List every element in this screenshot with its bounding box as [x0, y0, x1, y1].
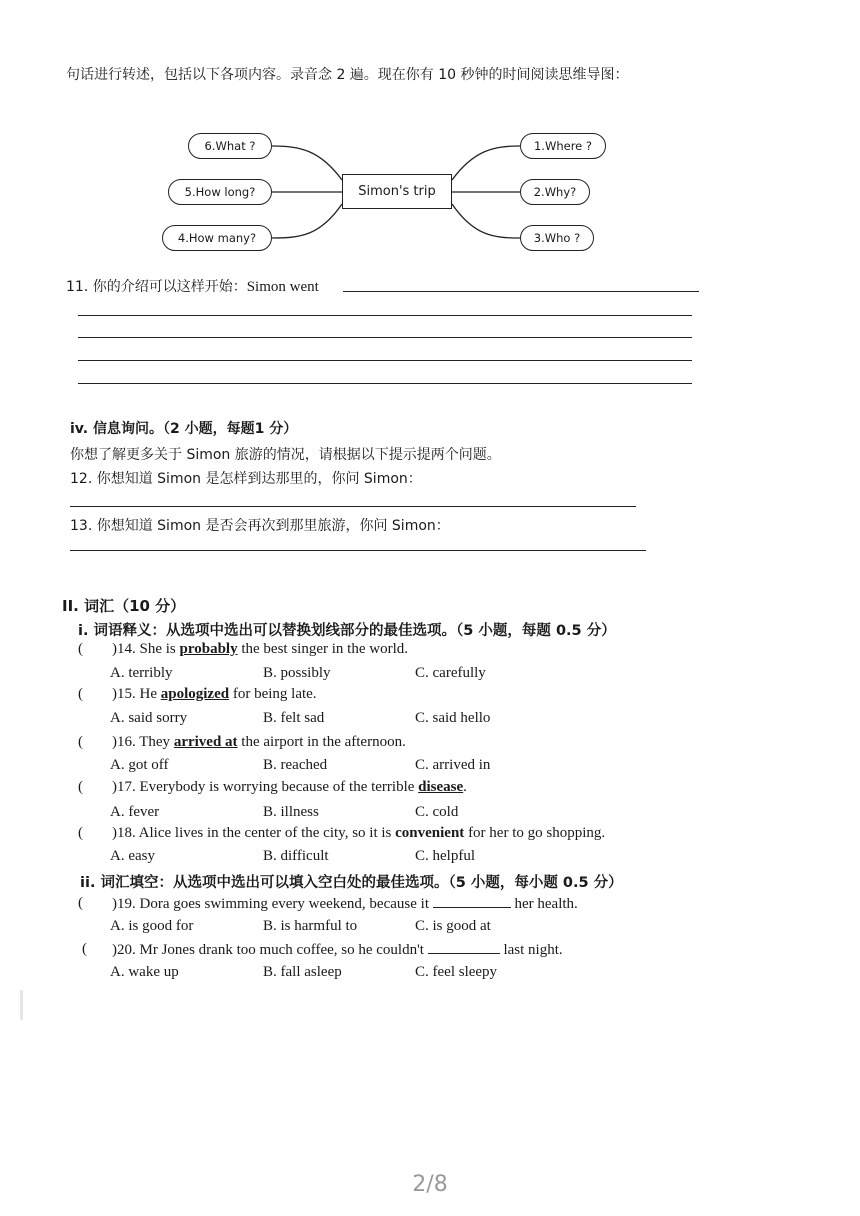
answer-paren[interactable]: ( [82, 941, 87, 957]
underlined-word: apologized [160, 686, 230, 702]
question-number: )20. [112, 942, 136, 958]
mindmap-node-where: 1.Where ? [520, 133, 606, 159]
mindmap-node-how-long: 5.How long? [168, 179, 272, 205]
page-number: 2/8 [412, 1172, 448, 1197]
question-15 [112, 686, 317, 703]
question-number: )15. [112, 686, 136, 702]
answer-line[interactable] [78, 360, 692, 361]
question-text: Dora goes swimming every weekend, because it [135, 896, 433, 912]
option-c: C. arrived in [415, 757, 491, 773]
question-text: She is [135, 641, 180, 657]
question-text: her health. [510, 896, 578, 912]
option-c: C. is good at [415, 918, 491, 934]
answer-line[interactable] [78, 315, 692, 316]
answer-line[interactable] [70, 550, 646, 551]
option-b: B. is harmful to [263, 918, 358, 934]
underlined-word: disease [418, 779, 464, 795]
answer-line[interactable] [343, 291, 699, 292]
mindmap-center-node: Simon's trip [342, 174, 452, 209]
question-19 [112, 895, 578, 913]
section-II-part-ii-heading: ii. 词汇填空：从选项中选出可以填入空白处的最佳选项。（5 小题，每小题 0.5 分） [80, 875, 623, 891]
question-text: last night. [499, 942, 563, 958]
question-text: the best singer in the world. [237, 641, 408, 657]
mindmap-node-how-many: 4.How many? [162, 225, 272, 251]
question-text: Mr Jones drank too much coffee, so he couldn't [135, 942, 428, 958]
answer-line[interactable] [70, 506, 636, 507]
question-12: 12. 你想知道 Simon 是怎样到达那里的，你问 Simon： [70, 471, 422, 487]
mindmap-node-what: 6.What ? [188, 133, 272, 159]
question-text: for her to go shopping. [464, 825, 606, 841]
question-17 [112, 779, 467, 796]
question-number: )17. [112, 779, 136, 795]
question-18 [112, 825, 605, 842]
question-16 [112, 734, 406, 751]
underlined-word: arrived at [173, 734, 238, 750]
question-text: They [135, 734, 174, 750]
question-20 [112, 941, 563, 959]
answer-line[interactable] [78, 383, 692, 384]
question-number: )16. [112, 734, 136, 750]
answer-paren[interactable]: ( [78, 779, 83, 795]
question-text: He [135, 686, 161, 702]
bold-word: convenient [395, 825, 465, 841]
question-text: Alice lives in the center of the city, so it is [135, 825, 396, 841]
fill-blank[interactable] [428, 941, 500, 954]
option-b: B. illness [263, 804, 319, 820]
question-number: )14. [112, 641, 136, 657]
option-a: A. is good for [110, 918, 194, 934]
section-II-heading: II. 词汇（10 分） [62, 597, 186, 615]
answer-paren[interactable]: ( [78, 825, 83, 841]
option-a: A. fever [110, 804, 160, 820]
option-c: C. cold [415, 804, 459, 820]
option-b: B. fall asleep [263, 964, 342, 980]
question-number: )19. [112, 896, 136, 912]
answer-paren[interactable]: ( [78, 734, 83, 750]
option-b: B. felt sad [263, 710, 325, 726]
mindmap-node-why: 2.Why? [520, 179, 590, 205]
question-14 [112, 641, 408, 658]
option-a: A. got off [110, 757, 169, 773]
question-11-prefix: 11. 你的介绍可以这样开始： [66, 279, 247, 295]
option-c: C. helpful [415, 848, 475, 864]
fill-blank[interactable] [433, 895, 511, 908]
section-II-part-i-heading: i. 词语释义：从选项中选出可以替换划线部分的最佳选项。（5 小题，每题 0.5 分） [78, 623, 616, 639]
section-iv-heading: iv. 信息询问。（2 小题，每题1 分） [70, 421, 298, 437]
answer-paren[interactable]: ( [78, 686, 83, 702]
intro-instruction: 句话进行转述，包括以下各项内容。录音念 2 遍。现在你有 10 秒钟的时间阅读思维导图： [66, 67, 629, 83]
option-c: C. carefully [415, 665, 486, 681]
option-b: B. difficult [263, 848, 329, 864]
option-b: B. possibly [263, 665, 331, 681]
underlined-word: probably [179, 641, 238, 657]
scan-edge-mark [20, 990, 23, 1020]
question-number: )18. [112, 825, 136, 841]
answer-line[interactable] [78, 337, 692, 338]
question-text: the airport in the afternoon. [237, 734, 406, 750]
mindmap-node-who: 3.Who ? [520, 225, 594, 251]
option-a: A. easy [110, 848, 155, 864]
question-text: for being late. [229, 686, 317, 702]
question-text: . [463, 779, 467, 795]
option-c: C. said hello [415, 710, 491, 726]
option-a: A. terribly [110, 665, 173, 681]
option-a: A. said sorry [110, 710, 188, 726]
section-iv-instruction: 你想了解更多关于 Simon 旅游的情况，请根据以下提示提两个问题。 [70, 447, 501, 463]
option-a: A. wake up [110, 964, 179, 980]
option-c: C. feel sleepy [415, 964, 498, 980]
question-11 [66, 276, 319, 296]
question-text: Everybody is worrying because of the terrible [135, 779, 419, 795]
answer-paren[interactable]: ( [78, 641, 83, 657]
question-11-starter: Simon went [246, 279, 319, 295]
option-b: B. reached [263, 757, 328, 773]
question-13: 13. 你想知道 Simon 是否会再次到那里旅游，你问 Simon： [70, 518, 450, 534]
answer-paren[interactable]: ( [78, 895, 83, 911]
